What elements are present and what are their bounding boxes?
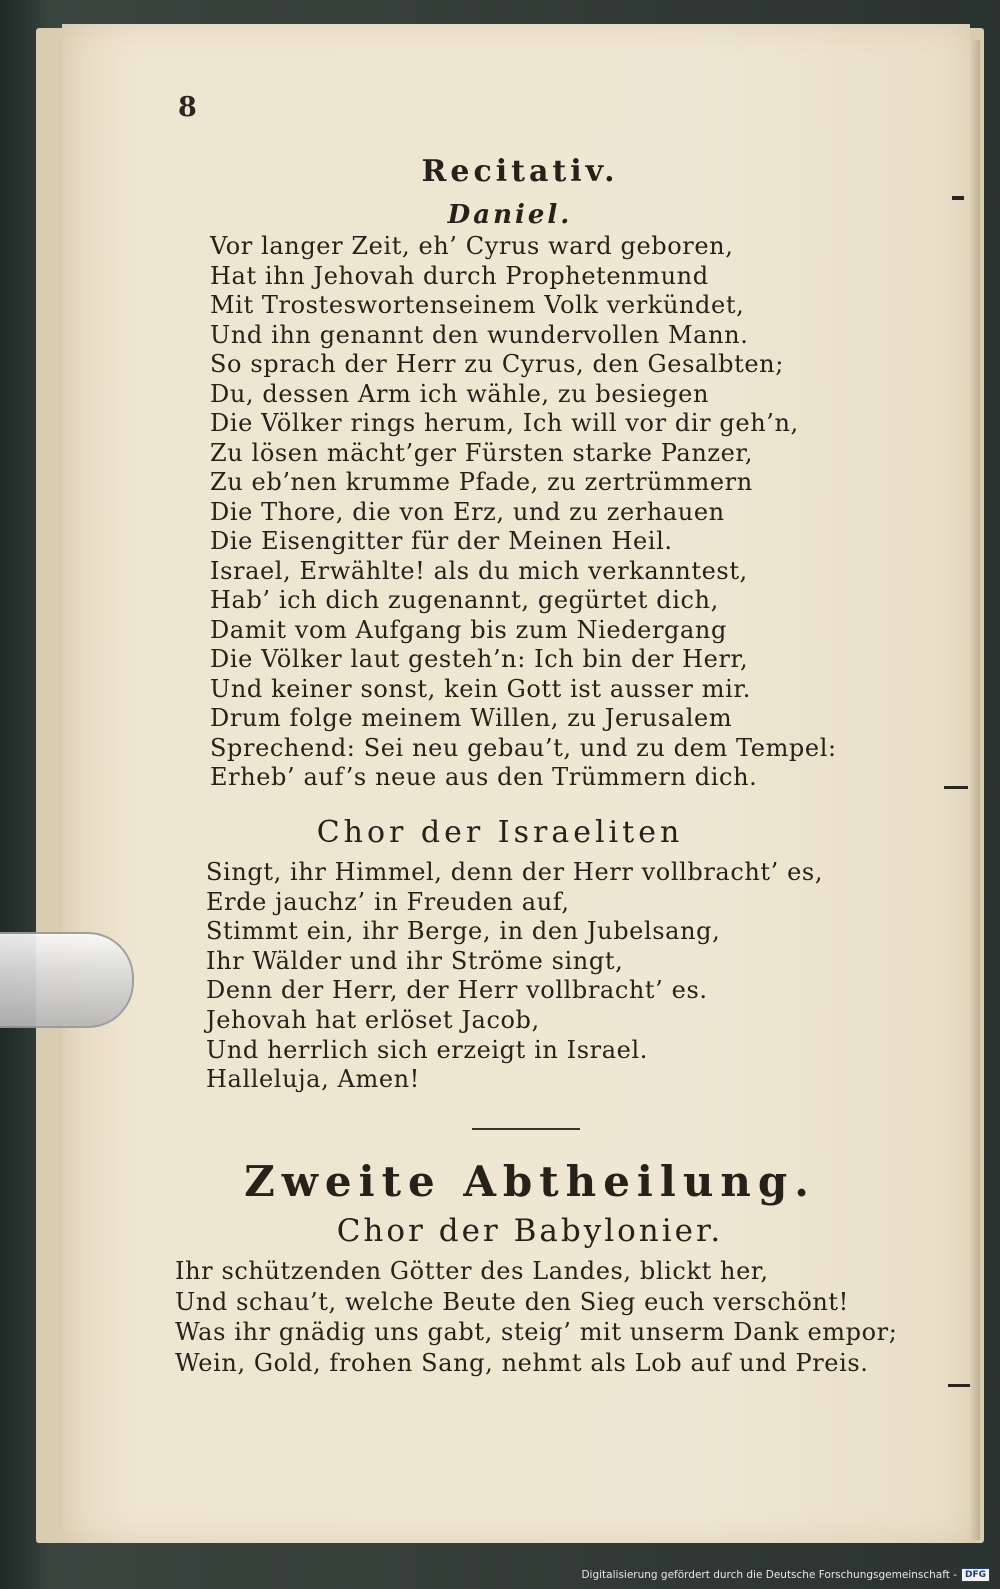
- binder-clip: [0, 932, 134, 1028]
- verse-line: Ihr schützenden Götter des Landes, blickt her,: [175, 1257, 769, 1285]
- verse-line: Und schau’t, welche Beute den Sieg euch verschönt!: [175, 1287, 849, 1316]
- speaker-name: Daniel.: [447, 200, 573, 230]
- verse-line: Sprechend: Sei neu gebau’t, und zu dem Tempel:: [210, 733, 837, 762]
- chor-babylonier-heading: Chor der Babylonier.: [336, 1213, 724, 1249]
- verse-line: Hab’ ich dich zugenannt, gegürtet dich,: [210, 586, 719, 614]
- funding-footer: [581, 1567, 990, 1583]
- verse-line: Halleluja, Amen!: [206, 1065, 420, 1094]
- verse-line: Damit vom Aufgang bis zum Niedergang: [210, 615, 727, 644]
- recitativ-heading: Recitativ.: [421, 154, 619, 189]
- verse-line: Erde jauchz’ in Freuden auf,: [206, 887, 570, 916]
- page-edge-mark: [952, 196, 964, 200]
- page-edge-mark: [944, 786, 968, 789]
- verse-line: Die Völker rings herum, Ich will vor dir geh’n,: [210, 409, 799, 437]
- verse-line: Singt, ihr Himmel, denn der Herr vollbracht’ es,: [206, 858, 824, 886]
- verse-line: Mit Trosteswortenseinem Volk verkündet,: [210, 291, 745, 319]
- verse-line: Drum folge meinem Willen, zu Jerusalem: [210, 704, 733, 732]
- section-title: Zweite Abtheilung.: [244, 1157, 816, 1206]
- footer-text: Digitalisierung gefördert durch die Deutsche Forschungsgemeinschaft -: [581, 1569, 957, 1581]
- verse-line: Zu lösen mächt’ger Fürsten starke Panzer,: [210, 438, 754, 467]
- verse-line: Wein, Gold, frohen Sang, nehmt als Lob auf und Preis.: [175, 1348, 869, 1377]
- verse-line: Ihr Wälder und ihr Ströme singt,: [206, 946, 624, 975]
- recitativ-lines: [210, 232, 837, 793]
- verse-line: Die Eisengitter für der Meinen Heil.: [210, 527, 673, 555]
- verse-line: Israel, Erwählte! als du mich verkanntest,: [210, 556, 748, 585]
- chor-israeliten-heading: Chor der Israeliten: [316, 815, 684, 850]
- verse-line: So sprach der Herr zu Cyrus, den Gesalbten;: [210, 350, 784, 378]
- chor-israeliten-lines: [206, 858, 823, 1095]
- verse-line: Was ihr gnädig uns gabt, steig’ mit unserm Dank empor;: [175, 1318, 898, 1346]
- verse-line: Stimmt ein, ihr Berge, in den Jubelsang,: [206, 917, 721, 946]
- verse-line: Du, dessen Arm ich wähle, zu besiegen: [210, 379, 710, 408]
- verse-line: Die Thore, die von Erz, und zu zerhauen: [210, 497, 725, 526]
- dfg-logo: DFG: [961, 1568, 990, 1582]
- verse-line: Und herrlich sich erzeigt in Israel.: [206, 1035, 648, 1064]
- page-number: 8: [178, 92, 197, 123]
- verse-line: Hat ihn Jehovah durch Prophetenmund: [210, 261, 709, 290]
- page-edge-mark: [948, 1384, 970, 1387]
- verse-line: Denn der Herr, der Herr vollbracht’ es.: [206, 976, 708, 1005]
- chor-babylonier-lines: [175, 1256, 897, 1378]
- section-divider: [472, 1128, 580, 1130]
- verse-line: Zu eb’nen krumme Pfade, zu zertrümmern: [210, 468, 753, 496]
- verse-line: Und ihn genannt den wundervollen Mann.: [210, 320, 749, 349]
- verse-line: Jehovah hat erlöset Jacob,: [206, 1005, 540, 1034]
- verse-line: Die Völker laut gesteh’n: Ich bin der Herr,: [210, 645, 749, 673]
- verse-line: Und keiner sonst, kein Gott ist ausser mir.: [210, 674, 752, 703]
- verse-line: Erheb’ auf’s neue aus den Trümmern dich.: [210, 763, 758, 791]
- verse-line: Vor langer Zeit, eh’ Cyrus ward geboren,: [210, 232, 734, 260]
